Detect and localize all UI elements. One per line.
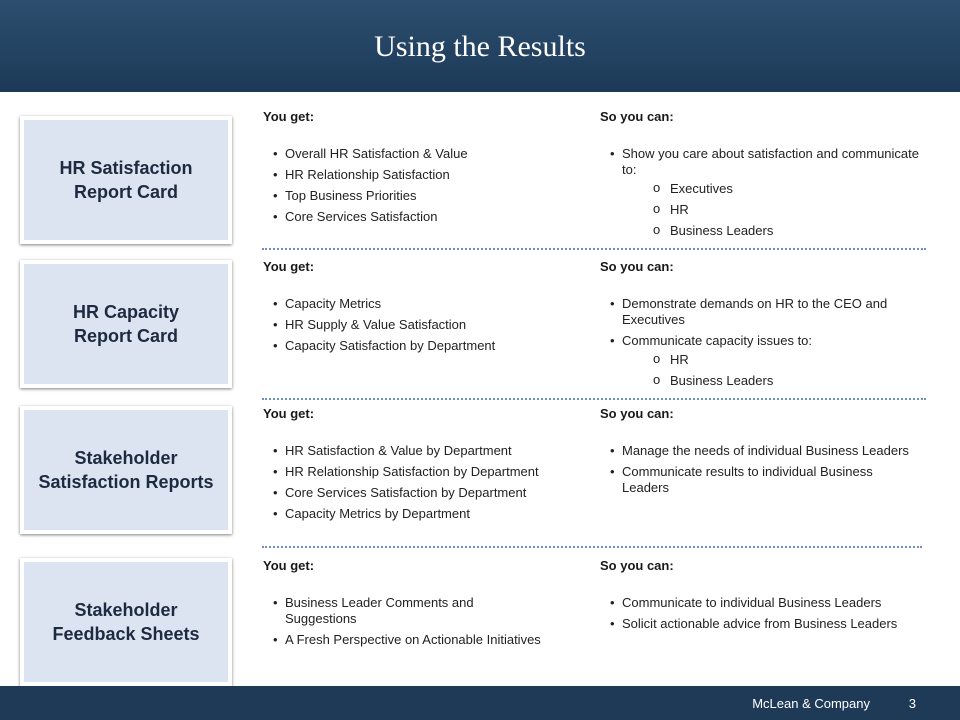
so-you-can-list <box>600 595 920 632</box>
sub-list <box>622 181 920 239</box>
you-get-list <box>263 443 583 522</box>
footer-bar <box>0 686 960 720</box>
sub-list <box>622 352 920 389</box>
sub-list-item: o Business Leaders <box>622 373 920 389</box>
list-item: • Manage the needs of individual Business Leaders <box>600 443 920 459</box>
you-get-list <box>263 595 583 648</box>
card-stakeholder-satisfaction-reports <box>20 406 232 534</box>
footer-company: McLean & Company <box>752 696 870 711</box>
list-item: • HR Satisfaction & Value by Department <box>263 443 583 459</box>
list-item-text: Show you care about satisfaction and communicate to: <box>622 146 920 177</box>
card-label: Stakeholder Satisfaction Reports <box>38 448 214 492</box>
so-you-can-list <box>600 443 920 496</box>
card-hr-satisfaction-report <box>20 116 232 244</box>
list-item-text: Communicate capacity issues to: <box>622 333 813 348</box>
list-item <box>600 146 920 239</box>
list-item: • Capacity Metrics by Department <box>263 506 583 522</box>
list-item <box>600 333 920 389</box>
card-label: Stakeholder Feedback Sheets <box>52 600 200 644</box>
list-item: • Overall HR Satisfaction & Value <box>263 146 583 162</box>
so-you-can-column-4 <box>600 558 920 637</box>
list-item: • A Fresh Perspective on Actionable Initiatives <box>263 632 545 648</box>
you-get-column-4 <box>263 558 583 653</box>
so-you-can-list <box>600 296 920 389</box>
sub-list-item: o HR <box>622 202 920 218</box>
card-stakeholder-feedback-sheets <box>20 558 232 686</box>
you-get-heading: You get: <box>263 259 315 274</box>
so-you-can-list <box>600 146 920 239</box>
so-you-can-heading: So you can: <box>600 406 674 421</box>
slide-title: Using the Results <box>374 30 586 63</box>
card-hr-capacity-report <box>20 260 232 388</box>
list-item: • Capacity Metrics <box>263 296 583 312</box>
list-item: • Demonstrate demands on HR to the CEO and Executives <box>600 296 920 328</box>
section-divider <box>262 248 926 250</box>
sub-list-item: o HR <box>622 352 920 368</box>
so-you-can-column-2 <box>600 259 920 394</box>
section-divider <box>262 398 926 400</box>
list-item: • Capacity Satisfaction by Department <box>263 338 583 354</box>
you-get-column-3 <box>263 406 583 527</box>
you-get-column-1 <box>263 109 583 230</box>
you-get-heading: You get: <box>263 109 315 124</box>
list-item: • Business Leader Comments and Suggestions <box>263 595 545 627</box>
you-get-heading: You get: <box>263 406 315 421</box>
you-get-list <box>263 296 583 354</box>
card-label: HR Satisfaction Report Card <box>59 158 193 202</box>
so-you-can-heading: So you can: <box>600 109 674 124</box>
list-item: • Solicit actionable advice from Business Leaders <box>600 616 922 632</box>
list-item: • Communicate results to individual Business Leaders <box>600 464 920 496</box>
so-you-can-heading: So you can: <box>600 558 674 573</box>
list-item: • HR Supply & Value Satisfaction <box>263 317 583 333</box>
list-item: • Core Services Satisfaction <box>263 209 583 225</box>
list-item: • HR Relationship Satisfaction by Department <box>263 464 545 480</box>
so-you-can-column-3 <box>600 406 920 501</box>
title-bar <box>0 0 960 92</box>
so-you-can-heading: So you can: <box>600 259 674 274</box>
list-item: • Core Services Satisfaction by Department <box>263 485 583 501</box>
sub-list-item: o Business Leaders <box>622 223 920 239</box>
list-item: • Communicate to individual Business Leaders <box>600 595 912 611</box>
you-get-column-2 <box>263 259 583 359</box>
list-item: • HR Relationship Satisfaction <box>263 167 583 183</box>
you-get-list <box>263 146 583 225</box>
sub-list-item: o Executives <box>622 181 920 197</box>
section-divider <box>262 546 922 548</box>
you-get-heading: You get: <box>263 558 315 573</box>
card-label: HR Capacity Report Card <box>72 302 180 346</box>
list-item: • Top Business Priorities <box>263 188 583 204</box>
page-number: 3 <box>908 696 916 711</box>
so-you-can-column-1 <box>600 109 920 244</box>
